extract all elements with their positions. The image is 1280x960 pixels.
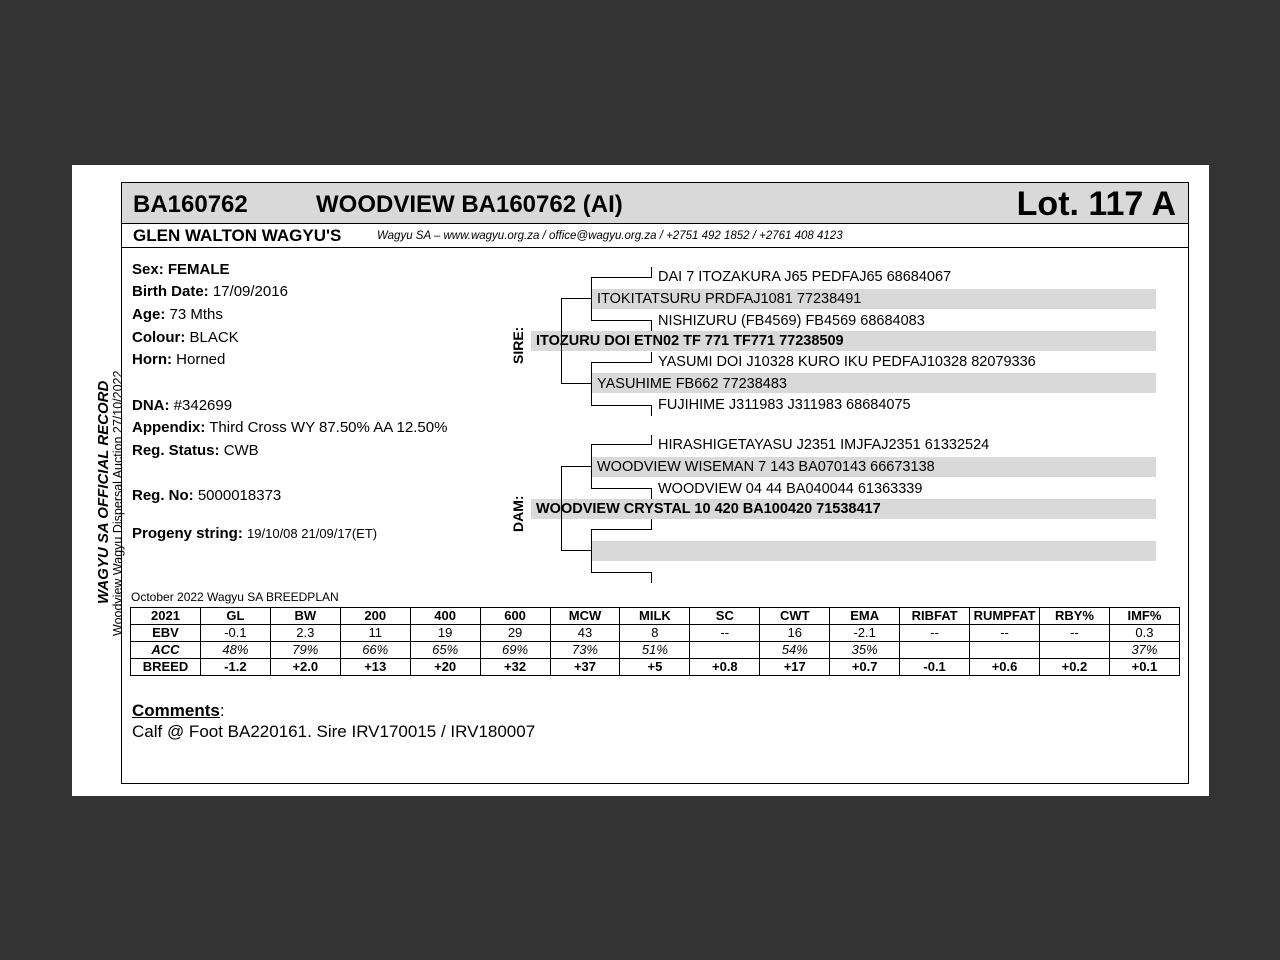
breedplan-row-headers	[131, 608, 1180, 625]
breedplan-cell: 69%	[480, 642, 550, 659]
breedplan-cell: 2.3	[270, 625, 340, 642]
dam-dam-bar	[592, 541, 1156, 561]
breedplan-cell: RUMPFAT	[970, 608, 1040, 625]
sire-sire-dam: NISHIZURU (FB4569) FB4569 68684083	[658, 313, 925, 329]
dam-label: DAM:	[510, 495, 526, 532]
breedplan-cell: EBV	[131, 625, 201, 642]
breedplan-cell	[900, 642, 970, 659]
auction-label: Woodview Wagyu Dispersal Auction 27/10/2022	[111, 370, 125, 636]
breedplan-cell: EMA	[830, 608, 900, 625]
sire-dam-sire: YASUMI DOI J10328 KURO IKU PEDFAJ10328 82079336	[658, 354, 1036, 370]
horn-row: Horn: Horned	[132, 351, 226, 368]
animal-id: BA160762	[133, 191, 248, 218]
colour-row: Colour: BLACK	[132, 329, 239, 346]
breedplan-cell	[1039, 642, 1109, 659]
dam-sire-dam: WOODVIEW 04 44 BA040044 61363339	[658, 481, 923, 497]
sire-label: SIRE:	[510, 326, 526, 364]
breedplan-cell: 16	[760, 625, 830, 642]
breedplan-cell: 66%	[340, 642, 410, 659]
breedplan-cell: MCW	[550, 608, 620, 625]
breedplan-cell: +0.7	[830, 659, 900, 676]
breedplan-cell: +0.1	[1109, 659, 1179, 676]
breedplan-row-acc	[131, 642, 1180, 659]
breedplan-cell: RIBFAT	[900, 608, 970, 625]
animal-name: WOODVIEW BA160762 (AI)	[316, 191, 623, 218]
appendix-row: Appendix: Third Cross WY 87.50% AA 12.50%	[132, 419, 448, 436]
breedplan-cell: SC	[690, 608, 760, 625]
breedplan-cell: 2021	[131, 608, 201, 625]
breedplan-cell: -2.1	[830, 625, 900, 642]
breedplan-cell: MILK	[620, 608, 690, 625]
breedplan-cell: --	[1039, 625, 1109, 642]
breedplan-cell: 65%	[410, 642, 480, 659]
breedplan-cell: 200	[340, 608, 410, 625]
breedplan-cell: +2.0	[270, 659, 340, 676]
age-row: Age: 73 Mths	[132, 306, 223, 323]
breedplan-cell: +0.6	[970, 659, 1040, 676]
contact-line: Wagyu SA – www.wagyu.org.za / office@wagyu.org.za / +2751 492 1852 / +2761 408 4123	[377, 230, 843, 242]
dam-sire-sire: HIRASHIGETAYASU J2351 IMJFAJ2351 61332524	[658, 437, 990, 453]
breedplan-cell: --	[970, 625, 1040, 642]
lot-number: Lot. 117 A	[1016, 185, 1176, 223]
breedplan-row-breed	[131, 659, 1180, 676]
dna-row: DNA: #342699	[132, 397, 233, 414]
breedplan-cell: +13	[340, 659, 410, 676]
breedplan-cell: 29	[480, 625, 550, 642]
breedplan-cell: 8	[620, 625, 690, 642]
breedplan-cell: 35%	[830, 642, 900, 659]
header-bar	[122, 183, 1188, 224]
breedplan-table	[130, 607, 1180, 676]
breedplan-cell: 73%	[550, 642, 620, 659]
breedplan-cell: +0.2	[1039, 659, 1109, 676]
reg-no-row: Reg. No: 5000018373	[132, 487, 282, 504]
breedplan-cell: +37	[550, 659, 620, 676]
breedplan-cell: -0.1	[200, 625, 270, 642]
breedplan-cell: 11	[340, 625, 410, 642]
official-record-label: WAGYU SA OFFICIAL RECORD	[95, 380, 112, 604]
breedplan-cell: 43	[550, 625, 620, 642]
breedplan-cell	[970, 642, 1040, 659]
breedplan-cell: 79%	[270, 642, 340, 659]
sire-sire: ITOKITATSURU PRDFAJ1081 77238491	[597, 291, 862, 307]
breedplan-cell: 0.3	[1109, 625, 1179, 642]
breeder-name: GLEN WALTON WAGYU'S	[133, 226, 342, 245]
breedplan-row-ebv	[131, 625, 1180, 642]
comments-heading: Comments:	[132, 701, 225, 720]
breedplan-cell: CWT	[760, 608, 830, 625]
sex-row: Sex: FEMALE	[132, 261, 230, 278]
breedplan-cell: +17	[760, 659, 830, 676]
sire-dam-dam: FUJIHIME J311983 J311983 68684075	[658, 397, 911, 413]
breedplan-cell	[690, 642, 760, 659]
breedplan-cell: -0.1	[900, 659, 970, 676]
breedplan-cell: 54%	[760, 642, 830, 659]
reg-status-row: Reg. Status: CWB	[132, 442, 259, 459]
breedplan-cell: BW	[270, 608, 340, 625]
breedplan-cell: 400	[410, 608, 480, 625]
sire-sire-sire: DAI 7 ITOZAKURA J65 PEDFAJ65 68684067	[658, 269, 952, 285]
breedplan-cell: --	[900, 625, 970, 642]
dam-sire: WOODVIEW WISEMAN 7 143 BA070143 66673138	[597, 459, 935, 475]
breedplan-cell: --	[690, 625, 760, 642]
sire-name: ITOZURU DOI ETN02 TF 771 TF771 77238509	[536, 333, 844, 349]
record-card	[121, 182, 1189, 784]
breedplan-cell: BREED	[131, 659, 201, 676]
breedplan-cell: +20	[410, 659, 480, 676]
breedplan-cell: +32	[480, 659, 550, 676]
breedplan-cell: IMF%	[1109, 608, 1179, 625]
sire-dam: YASUHIME FB662 77238483	[597, 376, 787, 392]
birth-date-row: Birth Date: 17/09/2016	[132, 283, 288, 300]
breedplan-title: October 2022 Wagyu SA BREEDPLAN	[131, 590, 339, 604]
breedplan-cell: -1.2	[200, 659, 270, 676]
breedplan-cell: 51%	[620, 642, 690, 659]
progeny-row: Progeny string: 19/10/08 21/09/17(ET)	[132, 525, 378, 542]
comments-text: Calf @ Foot BA220161. Sire IRV170015 / IRV180007	[132, 722, 536, 741]
breedplan-cell: 19	[410, 625, 480, 642]
breedplan-cell: GL	[200, 608, 270, 625]
breedplan-cell: +5	[620, 659, 690, 676]
breedplan-cell: 600	[480, 608, 550, 625]
breedplan-cell: +0.8	[690, 659, 760, 676]
breedplan-cell: RBY%	[1039, 608, 1109, 625]
breedplan-cell: ACC	[131, 642, 201, 659]
breedplan-cell: 48%	[200, 642, 270, 659]
subheader-bar	[122, 224, 1188, 248]
breedplan-cell: 37%	[1109, 642, 1179, 659]
dam-name: WOODVIEW CRYSTAL 10 420 BA100420 71538417	[536, 501, 881, 517]
